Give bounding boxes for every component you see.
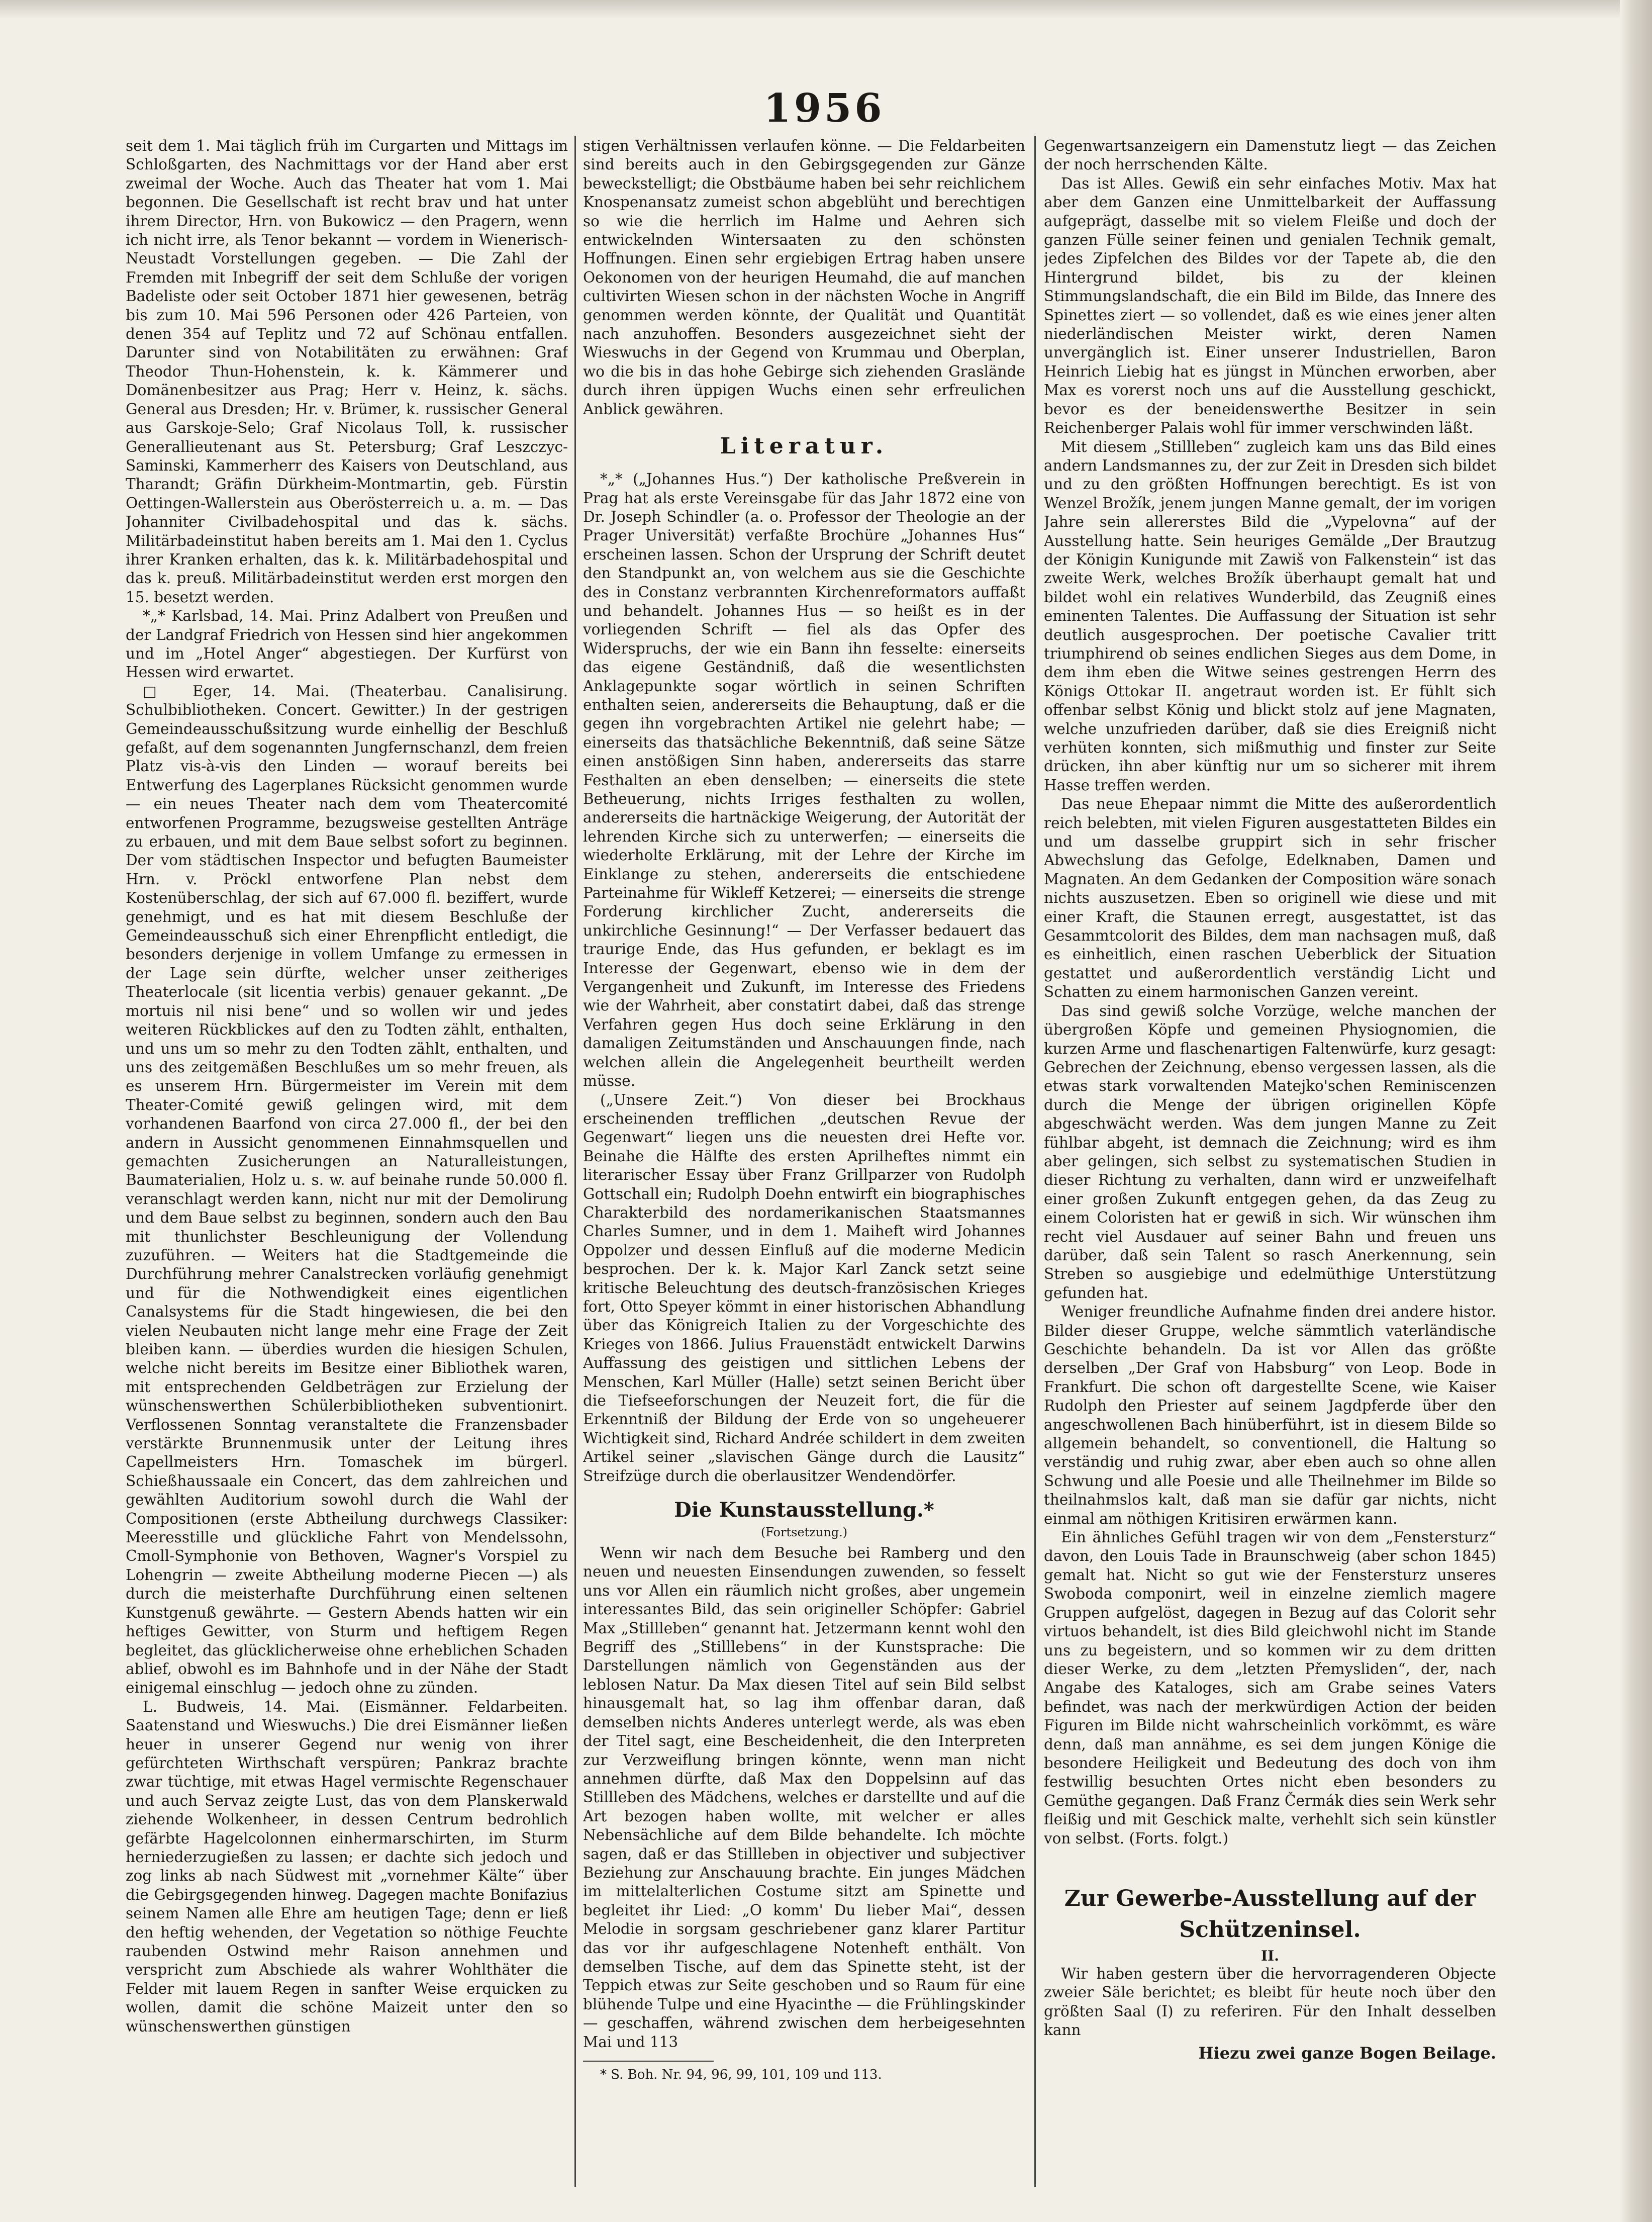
- paragraph: L. Budweis, 14. Mai. (Eismänner. Feldarbeiten. Saatenstand und Wieswuchs.) Die drei Eismänner ließen heuer in unserer Gegend nur wenig von ihrer gefürchteten Wirthschaft verspüren; Pankraz brachte zwar tüchtige, mit etwas Hagel vermischte Regenschauer und auch Servaz zeigte Lust, das von dem Planskerwald ziehende Wolkenheer, in dessen Centrum bedrohlich gefärbte Hagelcolonnen einhermarschirten, im Sturm herniederzugießen zu lassen; er dachte sich jedoch und zog links ab nach Südwest mit „vornehmer Kälte“ über die Gebirgsgegenden hinweg. Dagegen machte Bonifazius seinem Namen alle Ehre am heutigen Tage; denn er ließ den heftig wehenden, der Vegetation so nöthige Feuchte raubenden Ostwind mehr Raison annehmen und verspricht zum Abschiede als wahrer Wohlthäter die Felder mit lauem Regen in sanfter Weise erquicken zu wollen, damit die schöne Maizeit unter den so wünschenswerthen günstigen: [126, 1698, 568, 2035]
- paragraph: *„* („Johannes Hus.“) Der katholische Preßverein in Prag hat als erste Vereinsgabe für das Jahr 1872 eine von Dr. Joseph Schindler (a. o. Professor der Theologie an der Prager Universität) verfaßte Brochüre „Johannes Hus“ erscheinen lassen. Schon der Ursprung der Schrift deutet den Standpunkt an, von welchem aus sie die Geschichte des in Constanz verbrannten Kirchenreformators auffaßt und behandelt. Johannes Hus — so heißt es in der vorliegenden Schrift — fiel als das Opfer des Widerspruchs, der wie ein Bann ihn fesselte: einerseits das eigene Geständniß, daß die wesentlichsten Anklagepunkte sogar wörtlich in seinen Schriften enthalten seien, andererseits die Behauptung, daß er die gegen ihn vorgebrachten Artikel nie gelehrt habe; — einerseits das thatsächliche Bekenntniß, daß seine Sätze einen anstößigen Sinn haben, andererseits das starre Festhalten an eben denselben; — einerseits die stete Betheuerung, nichts Irriges festhalten zu wollen, andererseits die hartnäckige Weigerung, der Autorität der lehrenden Kirche sich zu unterwerfen; — einerseits die wiederholte Erklärung, mit der Lehre der Kirche im Einklange zu stehen, andererseits die entschiedene Parteinahme für Wikleff Ketzerei; — einerseits die strenge Forderung kirchlicher Zucht, andererseits die unkirchliche Gesinnung!“ — Der Verfasser bedauert das traurige Ende, das Hus gefunden, er beklagt es im Interesse der Gegenwart, ebenso wie in dem der Vergangenheit und Zukunft, im Interesse des Friedens wie der Wahrheit, aber constatirt dabei, daß das strenge Verfahren gegen Hus doch seine Erklärung in den damaligen Zeitumständen und Anschauungen finde, nach welchen allein die Angelegenheit beurtheilt werden müsse.: [583, 471, 1025, 1090]
- paragraph: Ein ähnliches Gefühl tragen wir von dem „Fenstersturz“ davon, den Louis Tade in Braunschweig (aber schon 1845) gemalt hat. Nicht so gut wie der Fenstersturz unseres Swoboda componirt, weil in einzelne ziemlich magere Gruppen aufgelöst, dagegen in Bezug auf das Colorit sehr virtuos behandelt, ist dies Bild gleichwohl nicht im Stande uns zu begeistern, und so kommen wir zu dem dritten dieser Werke, zu dem „letzten Přemysliden“, der, nach Angabe des Kataloges, sich am Grabe seines Vaters befindet, was nach der merkwürdigen Action der beiden Figuren im Bilde nicht wahrscheinlich vorkömmt, es wäre denn, daß man annähme, es sei dem jungen Könige die besondere Heiligkeit und Bedeutung des doch von ihm festwillig besuchten Ortes nicht eben besonders zu Gemüthe gegangen. Daß Franz Čermák dies sein Werk sehr fleißig und mit Geschick malte, verhehlt sich sein künstler von selbst. (Forts. folgt.): [1044, 1529, 1496, 1847]
- paragraph: Das neue Ehepaar nimmt die Mitte des außerordentlich reich belebten, mit vielen Figuren ausgestatteten Bildes ein und um dasselbe gruppirt sich in sehr frischer Abwechslung das Gefolge, Edelknaben, Damen und Magnaten. An dem Gedanken der Composition wäre sonach nichts auszusetzen. Eben so originell wie diese und mit einer Kraft, die Staunen erregt, ausgestattet, ist das Gesammtcolorit des Bildes, dem man nachsagen muß, daß es einheitlich, einen raschen Ueberblick der Situation gestattet und außerordentlich verständig Licht und Schatten zu einem harmonischen Ganzen vereint.: [1044, 795, 1496, 1001]
- paragraph: Wenn wir nach dem Besuche bei Ramberg und den neuen und neuesten Einsendungen zuwenden, so fesselt uns vor Allen ein räumlich nicht großes, aber ungemein interessantes Bild, das sein origineller Schöpfer: Gabriel Max „Stillleben“ genannt hat. Jetzermann kennt wohl den Begriff des „Stilllebens“ in der Kunstsprache: Die Darstellungen nämlich von Gegenständen aus der leblosen Natur. Da Max diesen Titel auf sein Bild selbst hinausgemalt hat, so lag ihm offenbar daran, daß demselben nichts Anderes unterlegt werde, als was eben der Titel sagt, eine Bescheidenheit, die den Interpreten zur Verzweiflung bringen könnte, wenn man nicht annehmen dürfte, daß Max den Doppelsinn auf das Stillleben des Mädchens, welches er darstellte und auf die Art bezogen haben wollte, mit welcher er alles Nebensächliche auf dem Bilde behandelte. Ich möchte sagen, daß er das Stillleben in objectiver und subjectiver Beziehung zur Anschauung brachte. Ein junges Mädchen im mittelalterlichen Costume sitzt am Spinette und begleitet ihr Lied: „O komm' Du lieber Mai“, dessen Melodie in sorgsam geschriebener ganz klarer Partitur das vor ihr aufgeschlagene Notenheft enthält. Von demselben Tische, auf dem das Spinette steht, ist der Teppich etwas zur Seite geschoben und so Raum für eine blühende Tulpe und eine Hyacinthe — die Frühlingskinder — geschaffen, während zwischen dem herbeigesehnten Mai und 113: [583, 1544, 1025, 2051]
- paragraph: Das ist Alles. Gewiß ein sehr einfaches Motiv. Max hat aber dem Ganzen eine Unmittelbarkeit der Auffassung aufgeprägt, dasselbe mit so vielem Fleiße und doch der ganzen Fülle seiner feinen und genialen Technik gemalt, jedes Zipfelchen des Bildes vor der Tapete ab, die den Hintergrund bildet, bis zu der kleinen Stimmungslandschaft, die ein Bild im Bilde, das Innere des Spinettes ziert — so vollendet, daß es wie eines jener alten niederländischen Meister wirkt, deren Namen unvergänglich ist. Einer unserer Industriellen, Baron Heinrich Liebig hat es jüngst in München erworben, aber Max es vorerst noch uns auf die Ausstellung geschickt, bevor es der beneidenswerthe Besitzer in sein Reichenberger Palais wohl für immer verschwinden läßt.: [1044, 174, 1496, 437]
- paragraph: Das sind gewiß solche Vorzüge, welche manchen der übergroßen Köpfe und gemeinen Physiognomien, die kurzen Arme und flaschenartigen Faltenwürfe, kurz gesagt: Gebrechen der Zeichnung, ebenso vergessen lassen, als die etwas stark vorwaltenden Matejko'schen Reminiscenzen durch die Menge der übrigen originellen Köpfe abgeschwächt werden. Was dem jungen Manne zu Zeit fühlbar abgeht, ist demnach die Zeichnung; wird es ihm aber gelingen, sich selbst zu systematischen Studien in dieser Richtung zu verhalten, dann wird er unzweifelhaft einer großen Zukunft entgegen gehen, da das Zeug zu einem Coloristen hat er gewiß in sich. Wir wünschen ihm recht viel Ausdauer auf seiner Bahn und freuen uns darüber, daß sein Talent so rasch Anerkennung, sein Streben so ausgiebige und edelmüthige Unterstützung gefunden hat.: [1044, 1002, 1496, 1302]
- column-rule: [1034, 136, 1036, 2187]
- page-number: 1956: [763, 85, 885, 131]
- column-3: [1044, 137, 1496, 2178]
- paragraph: Mit diesem „Stillleben“ zugleich kam uns das Bild eines andern Landsmannes zu, der zur Zeit in Dresden sich bildet und zu den größten Hoffnungen berechtigt. Es ist von Wenzel Brožík, jenem jungen Manne gemalt, der im vorigen Jahre sein allererstes Bild die „Vypelovna“ auf der Ausstellung hatte. Sein heuriges Gemälde „Der Brautzug der Königin Kunigunde mit Zawiš von Falkenstein“ ist das zweite Werk, welches Brožík überhaupt gemalt hat und bildet wohl ein relatives Wunderbild, das Zeugniß eines eminenten Talentes. Die Auffassung der Situation ist sehr deutlich ausgesprochen. Der poetische Cavalier tritt triumphirend ob seines endlichen Sieges aus dem Dome, in dem ihm eben die Witwe seines gestrengen Herrn des Königs Ottokar II. angetraut worden ist. Er fühlt sich offenbar selbst König und blickt stolz auf jene Magnaten, welche unzufrieden darüber, daß sie dies Ereigniß nicht verhüten konnten, sich mißmuthig und finster zur Seite drücken, ihn aber künftig nur um so sicherer mit ihrem Hasse treffen werden.: [1044, 438, 1496, 794]
- section-numeral: II.: [1261, 1947, 1279, 1964]
- paragraph: seit dem 1. Mai täglich früh im Curgarten und Mittags im Schloßgarten, des Nachmittags vor der Hand aber erst zweimal der Woche. Auch das Theater hat vom 1. Mai begonnen. Die Gesellschaft ist recht brav und hat unter ihrem Director, Hrn. von Bukowicz — den Pragern, wenn ich nicht irre, als Tenor bekannt — vordem in Wienerisch-Neustadt Vorstellungen gegeben. — Die Zahl der Fremden mit Inbegriff der seit dem Schluße der vorigen Badeliste oder seit October 1871 hier gewesenen, beträg bis zum 10. Mai 596 Personen oder 426 Parteien, von denen 354 auf Teplitz und 72 auf Schönau entfallen. Darunter sind von Notabilitäten zu erwähnen: Graf Theodor Thun-Hohenstein, k. k. Kämmerer und Domänenbesitzer aus Prag; Herr v. Heinz, k. sächs. General aus Dresden; Hr. v. Brümer, k. russischer General aus Garskoje-Selo; Graf Nicolaus Toll, k. russischer Generallieutenant aus St. Petersburg; Graf Leszczyc-Saminski, Kammerherr des Kaisers von Deutschland, aus Tharandt; Gräfin Dürkheim-Montmartin, geb. Fürstin Oettingen-Wallerstein aus Oberösterreich u. a. m. — Das Johanniter Civilbadehospital und das k. sächs. Militärbadeinstitut haben bereits am 1. Mai den 1. Cyclus ihrer Kranken erhalten, das k. k. Militärbadehospital und das k. preuß. Militärbadeinstitut werden erst morgen den 15. besetzt werden.: [126, 137, 568, 606]
- section-heading-gewerbe-line-2: Schützeninsel.: [1179, 1916, 1361, 1942]
- footnote: * S. Boh. Nr. 94, 96, 99, 101, 109 und 113.: [600, 2067, 882, 2082]
- scan-edge-right: [1620, 0, 1652, 2222]
- supplement-notice: Hiezu zwei ganze Bogen Beilage.: [1198, 2043, 1496, 2063]
- paragraph: Weniger freundliche Aufnahme finden drei andere histor. Bilder dieser Gruppe, welche sämmtlich vaterländische Geschichte behandeln. Da ist vor Allen das größte derselben „Der Graf von Habsburg“ von Leop. Bode in Frankfurt. Die schon oft dargestellte Scene, wie Kaiser Rudolph den Priester auf seinem Jagdpferde über den angeschwollenen Bach hinüberführt, ist in diesem Bilde so allgemein behandelt, so conventionell, die Haltung so verständig und ruhig zwar, aber eben auch so ohne allen Schwung und alle Poesie und alle Theilnehmer im Bilde so theilnahmslos kalt, daß man sie dafür gar nichts, nicht einmal am nöthigen Kritisiren erwärmen kann.: [1044, 1303, 1496, 1527]
- paragraph: stigen Verhältnissen verlaufen könne. — Die Feldarbeiten sind bereits auch in den Gebirgsgegenden zur Gänze beweckstelligt; die Obstbäume haben bei sehr reichlichem Knospenansatz zumeist schon abgeblüht und berechtigen so wie die herrlich im Halme und Aehren sich entwickelnden Wintersaaten zu den schönsten Hoffnungen. Einen sehr ergiebigen Ertrag haben unsere Oekonomen von der heurigen Heumahd, die auf manchen cultivirten Wiesen schon in der nächsten Woche in Angriff genommen werden könnte, der Qualität und Quantität nach anzuhoffen. Besonders ausgezeichnet sieht der Wieswuchs in der Gegend von Krummau und Oberplan, wo die bis in das hohe Gebirge sich ziehenden Graslände durch ihren üppigen Wuchs einen sehr erfreulichen Anblick gewähren.: [583, 137, 1025, 418]
- section-subheading: (Fortsetzung.): [760, 1525, 848, 1540]
- section-heading-kunstausstellung: Die Kunstausstellung.*: [674, 1498, 934, 1522]
- paragraph: □ Eger, 14. Mai. (Theaterbau. Canalisirung. Schulbibliotheken. Concert. Gewitter.) In der gestrigen Gemeindeausschußsitzung wurde einhellig der Beschluß gefaßt, auf dem sogenannten Jungfernschanzl, dem freien Platz vis-à-vis den Linden — worauf bereits bei Entwerfung des Lagerplanes Rücksicht genommen wurde — ein neues Theater nach dem vom Theatercomité entworfenen Programme, bezugsweise gestellten Anträge zu erbauen, und mit dem Baue selbst sofort zu beginnen. Der vom städtischen Inspector und befugten Baumeister Hrn. v. Pröckl entworfene Plan nebst dem Kostenüberschlag, der sich auf 67.000 fl. beziffert, wurde genehmigt, und es hat mit diesem Beschluße der Gemeindeausschuß sich einer Ehrenpflicht entledigt, die besonders derjenige in vollem Umfange zu ermessen in der Lage sein dürfte, welcher unser zeitheriges Theaterlocale (sit licentia verbis) genauer gekannt. „De mortuis nil nisi bene“ und so wollen wir und jedes weiteren Rückblickes auf den zu Todten zählt, enthalten, und uns um so mehr zu den Todten zählt, enthalten, und uns des zeitgemäßen Beschlußes um so mehr freuen, als es unserem Hrn. Bürgermeister im Verein mit dem Theater-Comité gewiß gelingen wird, mit dem vorhandenen Baarfond von circa 27.000 fl., der bei den andern in Aussicht genommenen Einnahmsquellen und gemachten Zusicherungen an Naturalleistungen, Baumaterialien, Holz u. s. w. auf beinahe runde 50.000 fl. veranschlagt werden kann, nicht nur mit der Demolirung und dem Baue selbst zu beginnen, sondern auch den Bau mit thunlichster Beschleunigung der Vollendung zuzuführen. — Weiters hat die Stadtgemeinde die Durchführung mehrer Canalstrecken vorläufig genehmigt und für die Nothwendigkeit eines eigentlichen Canalsystems für die Stadt hingewiesen, die bei den vielen Neubauten nicht lange mehr eine Frage der Zeit bleiben kann. — überdies wurden die hiesigen Schulen, welche nicht bereits im Besitze einer Bibliothek waren, mit entsprechenden Geldbeträgen zur Erzielung der wünschenswerthen Schülerbibliotheken subventionirt. Verflossenen Sonntag veranstaltete die Franzensbader verstärkte Brunnenmusik unter der Leitung ihres Capellmeisters Hrn. Tomaschek im bürgerl. Schießhaussaale ein Concert, das dem zahlreichen und gewählten Auditorium sowohl durch die Wahl der Compositionen (erste Abtheilung durchwegs Classiker: Meeresstille und glückliche Fahrt von Mendelssohn, Cmoll-Symphonie von Bethoven, Wagner's Vorspiel zu Lohengrin — zweite Abtheilung moderne Piecen —) als durch die meisterhafte Durchführung einen seltenen Kunstgenuß gewährte. — Gestern Abends hatten wir ein heftiges Gewitter, von Sturm und heftigem Regen begleitet, das glücklicherweise ohne erheblichen Schaden ablief, obwohl es im Bahnhofe und in der Nähe der Stadt einigemal einschlug — jedoch ohne zu zünden.: [126, 682, 568, 1697]
- section-heading-literatur: Literatur.: [720, 433, 889, 459]
- paragraph: („Unsere Zeit.“) Von dieser bei Brockhaus erscheinenden trefflichen „deutschen Revue der Gegenwart“ liegen uns die neuesten drei Hefte vor. Beinahe die Hälfte des ersten Aprilheftes nimmt ein literarischer Essay über Franz Grillparzer von Rudolph Gottschall ein; Rudolph Doehn entwirft ein biographisches Charakterbild des nordamerikanischen Staatsmannes Charles Sumner, und in dem 1. Maiheft wird Johannes Oppolzer und dessen Einfluß auf die moderne Medicin besprochen. Der k. k. Major Karl Zanck setzt seine kritische Beleuchtung des deutsch-französischen Krieges fort, Otto Speyer kömmt in einer historischen Abhandlung über das Königreich Italien zu der Vorgeschichte des Krieges von 1866. Julius Frauenstädt entwickelt Darwins Auffassung des geistigen und sittlichen Lebens der Menschen, Karl Müller (Halle) setzt seinen Bericht über die Tiefseeforschungen der Neuzeit fort, die für die Erkenntniß der Bildung der Erde von so ungeheuerer Wichtigkeit sind, Richard Andrée schildert in dem zweiten Artikel seiner „slavischen Gänge durch die Lausitz“ Streifzüge durch die oberlausitzer Wendendörfer.: [583, 1091, 1025, 1485]
- scan-edge-top: [0, 0, 1652, 19]
- paragraph: *„* Karlsbad, 14. Mai. Prinz Adalbert von Preußen und der Landgraf Friedrich von Hessen sind hier angekommen und im „Hotel Anger“ abgestiegen. Der Kurfürst von Hessen wird erwartet.: [126, 607, 568, 681]
- footnote-rule: [583, 2061, 714, 2062]
- column-2: [583, 137, 1025, 2178]
- paragraph: Wir haben gestern über die hervorragenderen Objecte zweier Säle berichtet; es bleibt für heute noch über den größten Saal (I) zu referiren. Für den Inhalt desselben kann: [1044, 1965, 1496, 2039]
- paragraph: Gegenwartsanzeigern ein Damenstutz liegt — das Zeichen der noch herrschenden Kälte.: [1044, 137, 1496, 173]
- column-1: [126, 137, 568, 2178]
- section-heading-gewerbe: Zur Gewerbe-Ausstellung auf der: [1064, 1885, 1476, 1911]
- column-rule: [574, 136, 576, 2187]
